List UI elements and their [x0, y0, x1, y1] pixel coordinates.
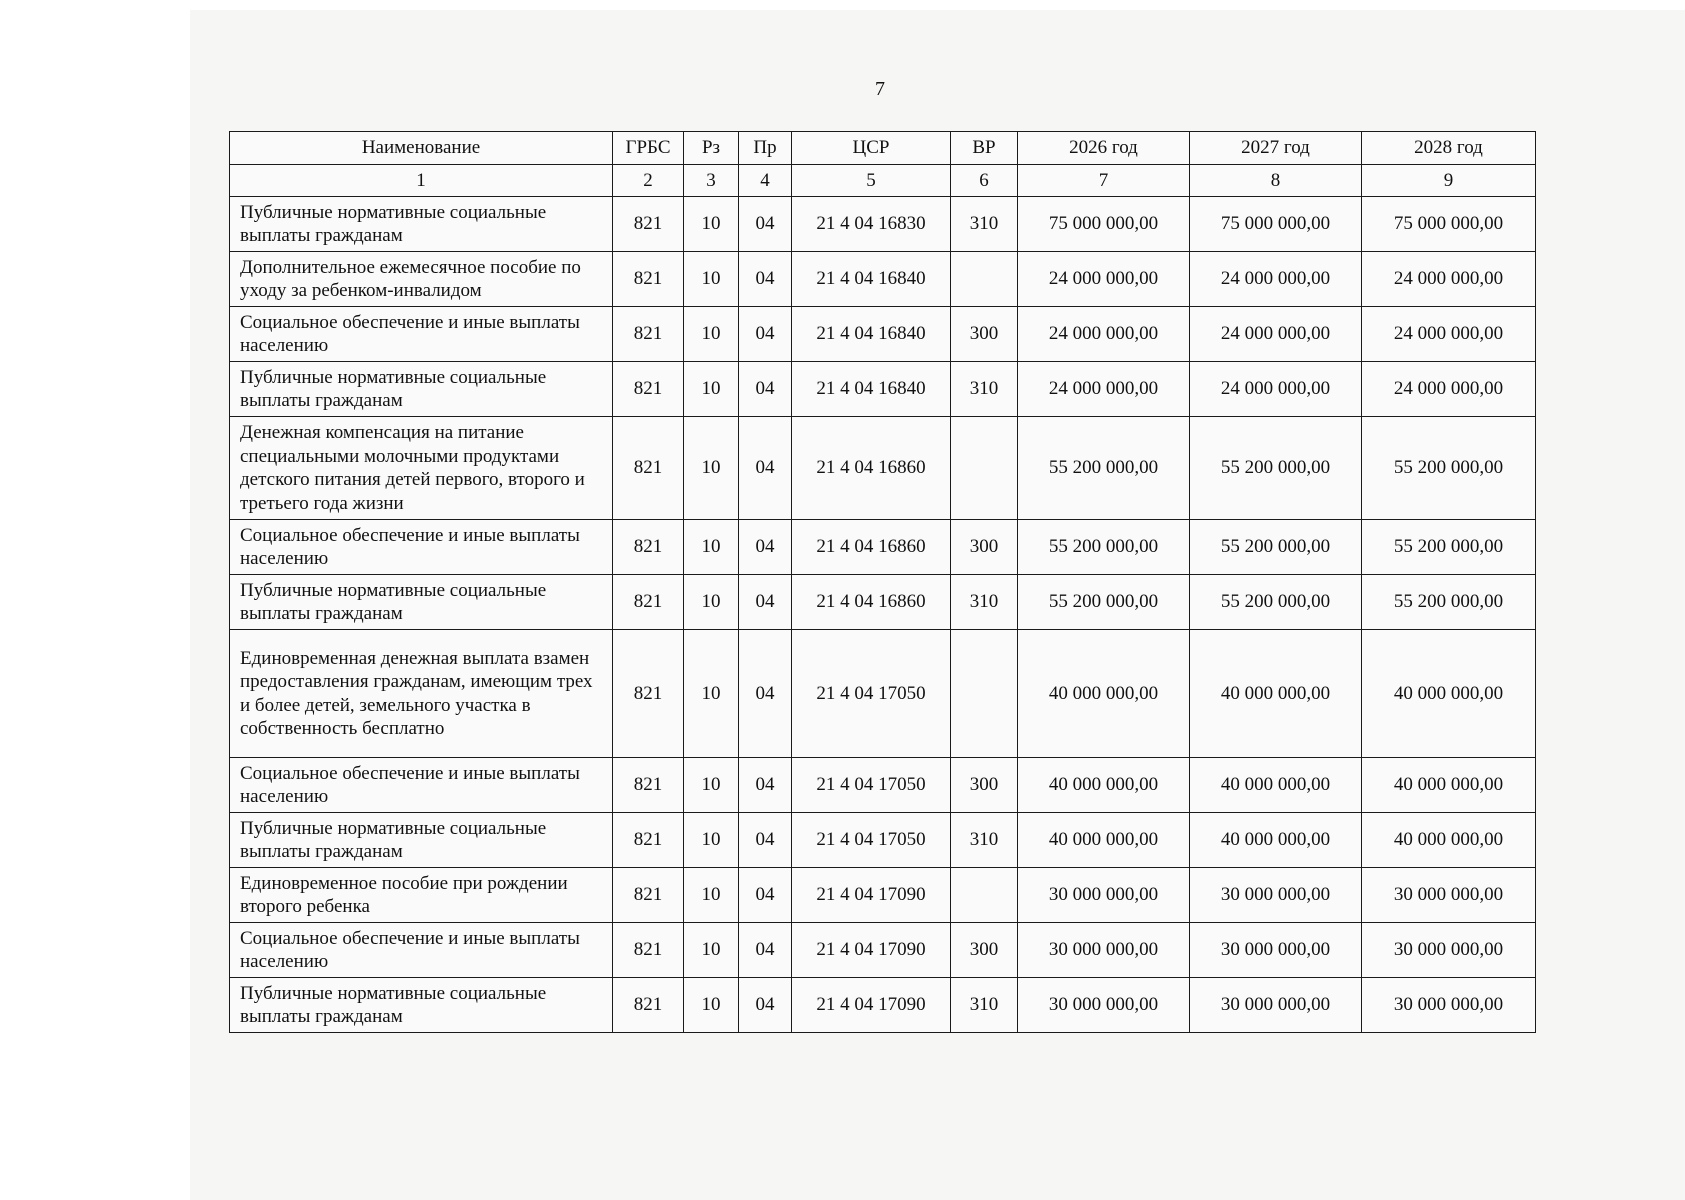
row-pr: 04 [739, 307, 792, 362]
row-amount-2028: 40 000 000,00 [1362, 813, 1536, 868]
header-name: Наименование [230, 132, 613, 165]
row-csr: 21 4 04 17050 [792, 758, 951, 813]
header-2028: 2028 год [1362, 132, 1536, 165]
table-row [230, 868, 1536, 923]
row-pr: 04 [739, 417, 792, 520]
row-rz: 10 [684, 252, 739, 307]
row-vr: 310 [951, 813, 1018, 868]
row-rz: 10 [684, 868, 739, 923]
row-csr: 21 4 04 16860 [792, 520, 951, 575]
row-pr: 04 [739, 252, 792, 307]
row-amount-2026: 75 000 000,00 [1018, 197, 1190, 252]
row-name: Публичные нормативные социальные выплаты гражданам [230, 197, 613, 252]
column-number: 2 [613, 165, 684, 197]
row-rz: 10 [684, 307, 739, 362]
row-csr: 21 4 04 16830 [792, 197, 951, 252]
table-row [230, 923, 1536, 978]
row-amount-2028: 24 000 000,00 [1362, 252, 1536, 307]
row-grbs: 821 [613, 520, 684, 575]
row-vr: 300 [951, 923, 1018, 978]
row-csr: 21 4 04 17050 [792, 813, 951, 868]
row-amount-2028: 75 000 000,00 [1362, 197, 1536, 252]
row-grbs: 821 [613, 307, 684, 362]
row-amount-2028: 30 000 000,00 [1362, 868, 1536, 923]
row-csr: 21 4 04 17090 [792, 923, 951, 978]
header-rz: Рз [684, 132, 739, 165]
row-rz: 10 [684, 978, 739, 1033]
row-csr: 21 4 04 16860 [792, 417, 951, 520]
row-pr: 04 [739, 630, 792, 758]
row-amount-2027: 40 000 000,00 [1190, 630, 1362, 758]
row-name: Социальное обеспечение и иные выплаты населению [230, 923, 613, 978]
row-amount-2028: 30 000 000,00 [1362, 923, 1536, 978]
table-row [230, 520, 1536, 575]
row-amount-2026: 55 200 000,00 [1018, 575, 1190, 630]
row-vr [951, 417, 1018, 520]
row-grbs: 821 [613, 252, 684, 307]
table-row [230, 758, 1536, 813]
row-amount-2028: 40 000 000,00 [1362, 758, 1536, 813]
row-pr: 04 [739, 978, 792, 1033]
row-grbs: 821 [613, 362, 684, 417]
row-rz: 10 [684, 575, 739, 630]
row-amount-2026: 40 000 000,00 [1018, 813, 1190, 868]
row-amount-2028: 24 000 000,00 [1362, 307, 1536, 362]
row-csr: 21 4 04 17090 [792, 868, 951, 923]
column-number: 5 [792, 165, 951, 197]
row-vr [951, 252, 1018, 307]
row-pr: 04 [739, 197, 792, 252]
table-row [230, 417, 1536, 520]
row-amount-2028: 55 200 000,00 [1362, 417, 1536, 520]
row-pr: 04 [739, 575, 792, 630]
column-number-row [230, 165, 1536, 197]
row-name: Публичные нормативные социальные выплаты гражданам [230, 813, 613, 868]
table-row [230, 630, 1536, 758]
row-amount-2027: 55 200 000,00 [1190, 417, 1362, 520]
row-grbs: 821 [613, 758, 684, 813]
row-amount-2027: 30 000 000,00 [1190, 868, 1362, 923]
row-amount-2026: 30 000 000,00 [1018, 978, 1190, 1033]
row-name: Дополнительное ежемесячное пособие по уходу за ребенком-инвалидом [230, 252, 613, 307]
row-amount-2027: 55 200 000,00 [1190, 520, 1362, 575]
row-amount-2026: 24 000 000,00 [1018, 362, 1190, 417]
row-amount-2027: 24 000 000,00 [1190, 362, 1362, 417]
row-amount-2028: 40 000 000,00 [1362, 630, 1536, 758]
budget-table [229, 131, 1536, 1033]
row-name: Социальное обеспечение и иные выплаты населению [230, 307, 613, 362]
row-amount-2027: 40 000 000,00 [1190, 758, 1362, 813]
column-number: 4 [739, 165, 792, 197]
table-row [230, 575, 1536, 630]
row-grbs: 821 [613, 923, 684, 978]
column-number: 8 [1190, 165, 1362, 197]
row-rz: 10 [684, 758, 739, 813]
row-rz: 10 [684, 417, 739, 520]
table-row [230, 813, 1536, 868]
column-number: 6 [951, 165, 1018, 197]
row-pr: 04 [739, 758, 792, 813]
row-vr: 310 [951, 197, 1018, 252]
row-amount-2026: 24 000 000,00 [1018, 252, 1190, 307]
row-pr: 04 [739, 520, 792, 575]
row-vr: 310 [951, 978, 1018, 1033]
row-vr: 310 [951, 575, 1018, 630]
table-row [230, 307, 1536, 362]
row-rz: 10 [684, 630, 739, 758]
table-header [230, 132, 1536, 197]
row-name: Единовременное пособие при рождении второго ребенка [230, 868, 613, 923]
row-amount-2027: 55 200 000,00 [1190, 575, 1362, 630]
row-grbs: 821 [613, 575, 684, 630]
row-vr: 300 [951, 307, 1018, 362]
row-amount-2026: 40 000 000,00 [1018, 758, 1190, 813]
row-csr: 21 4 04 17090 [792, 978, 951, 1033]
header-vr: ВР [951, 132, 1018, 165]
row-amount-2026: 55 200 000,00 [1018, 520, 1190, 575]
row-amount-2027: 30 000 000,00 [1190, 923, 1362, 978]
row-amount-2026: 24 000 000,00 [1018, 307, 1190, 362]
row-amount-2027: 24 000 000,00 [1190, 252, 1362, 307]
row-rz: 10 [684, 197, 739, 252]
row-grbs: 821 [613, 630, 684, 758]
row-grbs: 821 [613, 197, 684, 252]
row-name: Публичные нормативные социальные выплаты гражданам [230, 978, 613, 1033]
row-grbs: 821 [613, 813, 684, 868]
row-rz: 10 [684, 813, 739, 868]
row-name: Единовременная денежная выплата взамен предоставления гражданам, имеющим трех и более детей, земельного участка в собственность бесплатно [230, 630, 613, 758]
column-number: 7 [1018, 165, 1190, 197]
table-row [230, 978, 1536, 1033]
row-rz: 10 [684, 362, 739, 417]
row-vr: 300 [951, 520, 1018, 575]
row-amount-2028: 24 000 000,00 [1362, 362, 1536, 417]
row-rz: 10 [684, 520, 739, 575]
row-vr [951, 630, 1018, 758]
row-name: Публичные нормативные социальные выплаты гражданам [230, 575, 613, 630]
header-grbs: ГРБС [613, 132, 684, 165]
row-csr: 21 4 04 16860 [792, 575, 951, 630]
row-amount-2026: 40 000 000,00 [1018, 630, 1190, 758]
row-csr: 21 4 04 16840 [792, 252, 951, 307]
row-grbs: 821 [613, 868, 684, 923]
row-amount-2028: 30 000 000,00 [1362, 978, 1536, 1033]
row-grbs: 821 [613, 417, 684, 520]
row-name: Социальное обеспечение и иные выплаты населению [230, 520, 613, 575]
row-pr: 04 [739, 868, 792, 923]
column-number: 3 [684, 165, 739, 197]
header-pr: Пр [739, 132, 792, 165]
row-amount-2026: 30 000 000,00 [1018, 868, 1190, 923]
row-name: Публичные нормативные социальные выплаты гражданам [230, 362, 613, 417]
row-amount-2028: 55 200 000,00 [1362, 520, 1536, 575]
column-number: 9 [1362, 165, 1536, 197]
page-number: 7 [875, 78, 885, 100]
row-pr: 04 [739, 813, 792, 868]
row-vr: 300 [951, 758, 1018, 813]
row-pr: 04 [739, 923, 792, 978]
row-name: Денежная компенсация на питание специальными молочными продуктами детского питания детей первого, второго и третьего года жизни [230, 417, 613, 520]
header-2027: 2027 год [1190, 132, 1362, 165]
row-csr: 21 4 04 16840 [792, 307, 951, 362]
row-vr: 310 [951, 362, 1018, 417]
row-amount-2027: 40 000 000,00 [1190, 813, 1362, 868]
row-name: Социальное обеспечение и иные выплаты населению [230, 758, 613, 813]
header-csr: ЦСР [792, 132, 951, 165]
header-row [230, 132, 1536, 165]
table-body [230, 197, 1536, 1033]
header-2026: 2026 год [1018, 132, 1190, 165]
row-amount-2026: 55 200 000,00 [1018, 417, 1190, 520]
table-row [230, 362, 1536, 417]
table-row [230, 197, 1536, 252]
row-amount-2028: 55 200 000,00 [1362, 575, 1536, 630]
row-csr: 21 4 04 17050 [792, 630, 951, 758]
row-amount-2026: 30 000 000,00 [1018, 923, 1190, 978]
column-number: 1 [230, 165, 613, 197]
row-grbs: 821 [613, 978, 684, 1033]
row-amount-2027: 24 000 000,00 [1190, 307, 1362, 362]
row-rz: 10 [684, 923, 739, 978]
row-amount-2027: 75 000 000,00 [1190, 197, 1362, 252]
row-pr: 04 [739, 362, 792, 417]
row-csr: 21 4 04 16840 [792, 362, 951, 417]
table-row [230, 252, 1536, 307]
row-amount-2027: 30 000 000,00 [1190, 978, 1362, 1033]
row-vr [951, 868, 1018, 923]
